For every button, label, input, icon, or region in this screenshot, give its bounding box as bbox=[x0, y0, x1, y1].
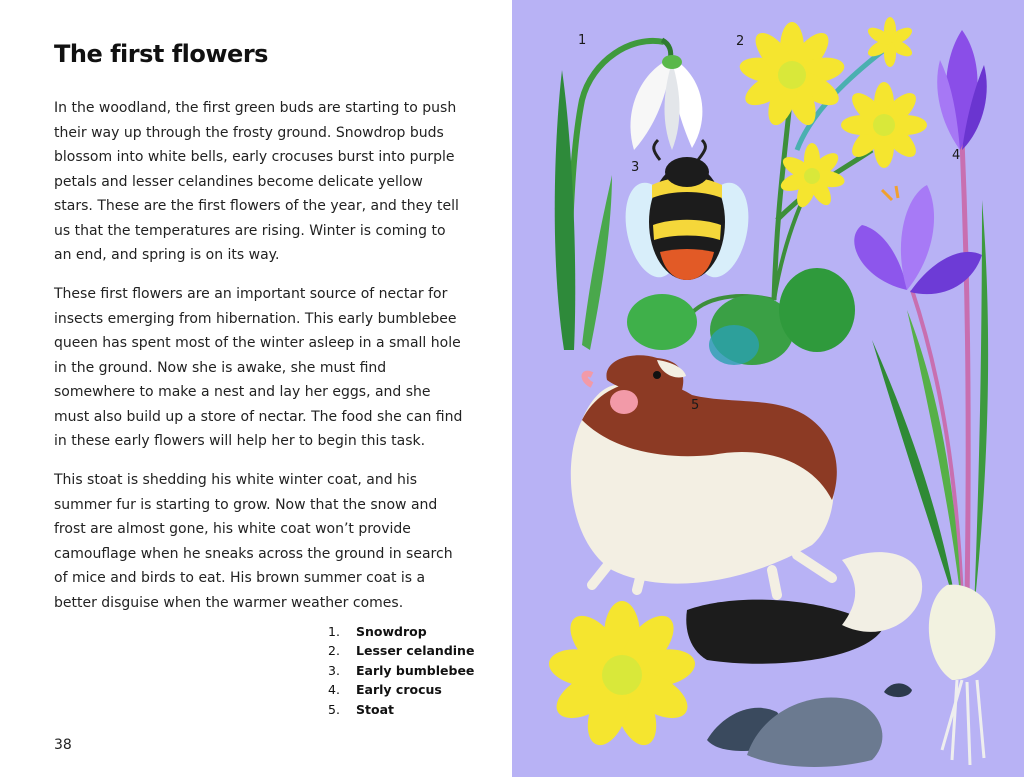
legend-item bbox=[328, 641, 474, 660]
species-legend bbox=[328, 622, 474, 719]
illustration-page bbox=[512, 0, 1024, 777]
legend-number: 5. bbox=[328, 701, 340, 717]
legend-item bbox=[328, 661, 474, 680]
marker-5: 5 bbox=[691, 398, 700, 413]
marker-3: 3 bbox=[631, 160, 640, 175]
legend-item bbox=[328, 680, 474, 699]
legend-label: Snowdrop bbox=[356, 624, 427, 639]
page-number: 38 bbox=[54, 737, 72, 753]
body-text bbox=[54, 96, 464, 630]
legend-number: 3. bbox=[328, 662, 340, 678]
legend-label: Lesser celandine bbox=[356, 643, 475, 659]
legend-number: 4. bbox=[328, 682, 340, 698]
legend-label: Early bumblebee bbox=[356, 662, 475, 678]
stones-illustration bbox=[707, 683, 912, 767]
paragraph: These first flowers are an important source of nectar for insects emerging from hibernation. This early bumblebee queen has spent most of the winter asleep in a small hole in the ground. Now she is awake, she must find somewhere to make a nest and lay her eggs, and she must also build up a store of nectar. The food she can find in these early flowers will help her to begin this task. bbox=[54, 286, 463, 449]
paragraph: In the woodland, the first green buds are starting to push their way up through the frosty ground. Snowdrop buds blossom into white bells, early crocuses burst into purple petals and lesser celandines become delicate yellow stars. These are the first flowers of the year, and they tell us that the temperatures are rising. Winter is coming to an end, and spring is on its way. bbox=[54, 100, 459, 263]
legend-number: 2. bbox=[328, 643, 340, 659]
paragraph: This stoat is shedding his white winter coat, and his summer fur is starting to grow. Now that the snow and frost are almost gone, his white coat won’t provide camouflage when he sneaks across the ground in search of mice and birds to eat. His brown summer coat is a better disguise when the warmer weather comes. bbox=[54, 472, 453, 611]
marker-2: 2 bbox=[736, 34, 745, 49]
legend-item bbox=[328, 622, 474, 641]
legend-label: Stoat bbox=[356, 701, 394, 717]
legend-item bbox=[328, 700, 474, 719]
illustration bbox=[512, 0, 1024, 777]
marker-1: 1 bbox=[578, 33, 587, 48]
page-title: The first flowers bbox=[54, 40, 268, 68]
legend-number: 1. bbox=[328, 624, 340, 639]
legend-label: Early crocus bbox=[356, 682, 442, 698]
marker-4: 4 bbox=[952, 148, 961, 163]
celandine-bloom-illustration bbox=[546, 601, 698, 751]
